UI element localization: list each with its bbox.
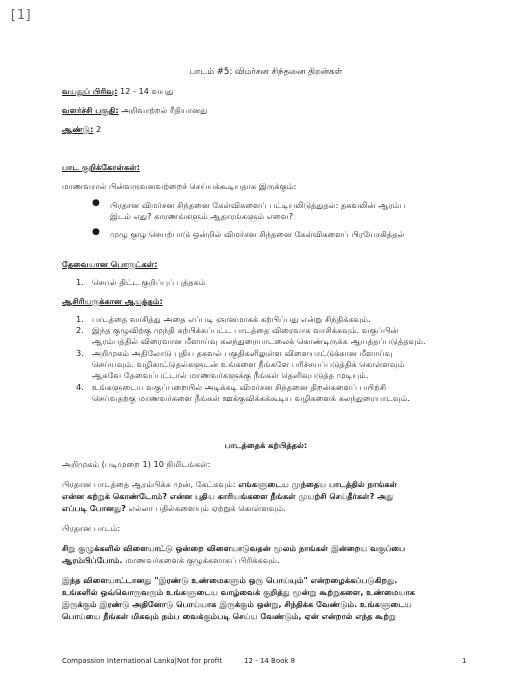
- rules-line3: இருக்கும் இரண்டு அதினோடு பொய்யாக இருக்கும் ஒன்று, சிந்திக்க வேண்டும். உங்களுடைய: [62, 599, 412, 609]
- prep-number-3: 3.: [76, 348, 84, 358]
- prep-item-3-line3: ஆகவே தேவைப்பட்டால் மாணவர்களுக்கு நீங்கள் தெளிவுபடுத்த முடியும்.: [92, 370, 369, 380]
- year-label: ஆண்டு:: [62, 124, 94, 134]
- footer-page-number: 1: [462, 657, 467, 665]
- objective-item-2: முழு குழு செயற்பாடு ஒன்றில் விமர்சன சிந்தனை கேள்விகளைப் பிரயோகித்தல்: [110, 229, 405, 239]
- intro-p-line3: [62, 503, 286, 514]
- footer-org: Compassion International Lanka|Not for profit: [62, 657, 222, 665]
- intro-p-line1-plain: பிரதான பாடத்தை ஆரம்பிக்க முன், கேட்கவும்:: [62, 479, 239, 489]
- materials-item-1: செயல் திட்ட குறிப்புப் புத்தகம்: [92, 277, 206, 287]
- footer-book: 12 - 14 Book 8: [244, 657, 296, 665]
- bullet-icon: ●: [92, 227, 100, 237]
- objective-item-1-line1: பிரதான விமர்சன சிந்தனை கேள்விகளைப் பட்டியலிடுத்துதல்: தகவலின் ஆரம்ப: [110, 200, 406, 210]
- age-value: 12 - 14 வயது: [119, 86, 174, 96]
- bullet-icon: ●: [92, 198, 100, 208]
- prep-item-4-line2: செய்வதற்கு மாணவர்களை நீங்கள் ஊக்குவிக்கக்கூடிய வழிகளைக் கலந்துரையாடவும்.: [92, 393, 410, 403]
- prep-item-1-line1: பாடத்தை வாசித்து அதை எப்படி ஞானமாகக் கற்பிப்பது என்று சிந்திக்கவும்.: [92, 314, 371, 324]
- prep-item-2-line1: இந்த குழுவிற்கு முந்தி கற்பிக்கப்பட்ட பாடத்தை விரைவாக வாசிக்கவும். வகுப்பின்: [92, 325, 399, 335]
- age-row: [62, 86, 174, 97]
- intro-p-line1-bold: எங்களுடைய முந்தைய பாடத்தில் நாங்கள்: [238, 479, 397, 489]
- teacher-prep-heading: ஆசிரியருக்கான ஆயத்தம்:: [62, 296, 163, 306]
- year-value: 2: [95, 124, 102, 134]
- objectives-heading: பாட குறிக்கோள்கள்:: [62, 162, 140, 172]
- intro-p-line3-plain: எல்லா பதில்களையும் ஏற்றுக் கொள்ளவும்.: [125, 503, 286, 513]
- page-title: பாடம் #5: விமர்சன சிந்தனை திறன்கள்: [189, 67, 343, 77]
- prep-item-4-line1: உங்களுடைய வகுப்பறையில் அடிக்கடி விமர்சன சிந்தனை திறன்களைப் பயிற்சி: [92, 382, 387, 392]
- prep-number-2: 2.: [76, 325, 84, 335]
- teaching-heading: பாடத்தைக் கற்பித்தல்:: [224, 440, 308, 450]
- main-lesson-label: பிரதான பாடம்:: [62, 523, 121, 533]
- game-p-line2-bold: ஆரம்பிப்போம்.: [62, 555, 123, 565]
- game-p-line1: சிறு குழுக்களில் விளையாட்டு ஒன்றை விளையாடுவதன் மூலம் நாங்கள் இன்றைய வகுப்பை: [62, 543, 406, 553]
- game-p-line2: [62, 555, 280, 566]
- growth-row: [62, 105, 207, 116]
- prep-item-3-line2: செய்யவும். வழிகாட்டுதல்களுடன் உங்களை நீங்களே பரிச்சயப்படுத்திக் கொள்ளவும்: [92, 359, 405, 369]
- prep-item-3-line1: அறிமுகம் அதிலோடு புதிய தகவல் பகுதிகளிலுள்ள விளையாட்டுக்கான மீளாய்வு: [92, 348, 393, 358]
- rules-line2: உங்களில் ஒவ்வொருவரும் உங்களுடைய வாழ்வைக் குறித்து மூன்று கூற்றுகளை, உண்மையாக: [62, 587, 416, 597]
- prep-item-2-line2: ஆரம்பத்தில் விரைவான மீளாய்வு கலந்துரையாடலைக் கொண்டிருக்க ஆயத்தப்படுத்தவும்.: [92, 336, 426, 346]
- growth-label: வளர்ச்சி பகுதி:: [62, 105, 119, 115]
- objective-item-1-line2: இடம் எது? காரணங்களும் ஆதாரங்களும் எவை?: [110, 211, 294, 221]
- prep-number-4: 4.: [76, 382, 84, 392]
- year-row: [62, 124, 101, 135]
- growth-value: அறிவாற்றல் ரீதியானது: [121, 105, 208, 115]
- objectives-intro: மாணவரால் பின்வருவனவற்றைச் செய்யக்கூடியதாக இருக்கும்:: [62, 181, 297, 191]
- game-p-line2-plain: மாணவர்களைக் குழுக்களாகப் பிரிக்கவும்.: [122, 555, 280, 565]
- intro-p-line3-bold: எப்படி போனது?: [62, 503, 126, 513]
- intro-p-line2: என்ன கற்றுக் கொண்டோம்? என்ன புதிய காரியங்களை நீங்கள் முயற்சி செய்தீர்கள்? அது: [62, 491, 394, 501]
- corner-label: [1]: [9, 8, 33, 23]
- intro-p-line1: [62, 479, 397, 490]
- rules-line1: இந்த விளையாட்டானது "இரண்டு உண்மைகளும் ஒரு பொய்யும்" என்றழைக்கப்படுகிறது.: [62, 575, 398, 585]
- prep-number-1: 1.: [76, 314, 84, 324]
- intro-time: அறிமுகம் (படிமுறை 1) 10 நிமிடங்கள்:: [62, 459, 211, 469]
- materials-heading: தேவையான பொருட்கள்:: [62, 259, 158, 269]
- rules-line4: பொய்யை நீங்கள் மிகவும் நம்ப வைக்கும்படி செய்ய வேண்டும், ஏன் என்றால் எந்த கூற்று: [62, 611, 396, 621]
- materials-item-number: 1.: [76, 277, 84, 287]
- age-label: வயதுப் பிரிவு:: [62, 86, 118, 96]
